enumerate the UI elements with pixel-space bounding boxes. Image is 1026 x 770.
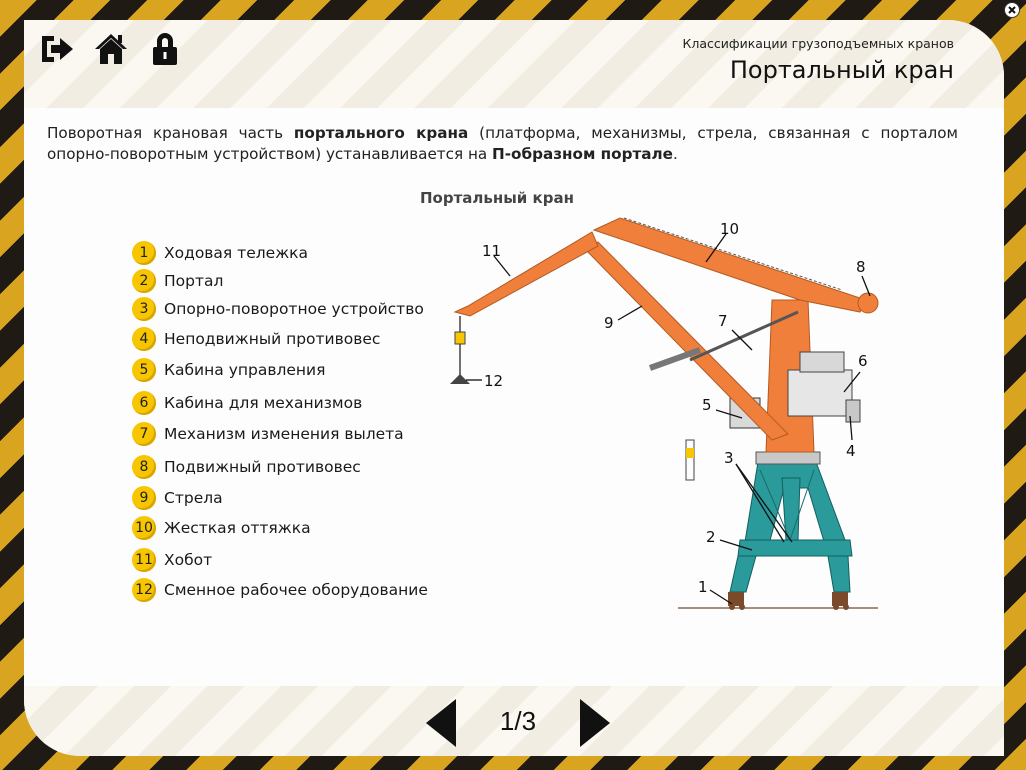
spare-grab xyxy=(686,440,694,480)
close-icon[interactable] xyxy=(1004,2,1020,18)
hook-assembly xyxy=(450,316,470,384)
legend-item xyxy=(132,548,212,572)
callout-number: 10 xyxy=(720,220,740,238)
legend-number-badge: 4 xyxy=(132,327,156,351)
callout-number: 2 xyxy=(706,528,716,546)
legend-item xyxy=(132,241,308,265)
legend-item xyxy=(132,327,380,351)
callout-number: 11 xyxy=(482,242,502,260)
callout-number: 1 xyxy=(698,578,708,596)
callout-number: 4 xyxy=(846,442,856,460)
legend-label: Сменное рабочее оборудование xyxy=(164,581,428,599)
legend-number-badge: 2 xyxy=(132,269,156,293)
legend-item xyxy=(132,455,361,479)
page-title: Портальный кран xyxy=(729,56,954,84)
intro-paragraph xyxy=(47,123,958,165)
legend-number-badge: 6 xyxy=(132,391,156,415)
jib xyxy=(455,232,598,316)
legend-item xyxy=(132,358,325,382)
home-icon[interactable] xyxy=(92,30,130,68)
exit-icon[interactable] xyxy=(38,30,76,68)
callout-number: 6 xyxy=(858,352,868,370)
next-page-button[interactable] xyxy=(578,698,612,752)
callout-number: 3 xyxy=(724,449,734,467)
intro-text: (платформа, механизмы, стрела, связанная с порталом опорно-поворотным устройством) устанавливается на xyxy=(47,124,958,163)
legend-item xyxy=(132,516,311,540)
callout-number: 7 xyxy=(718,312,728,330)
callout-number: 8 xyxy=(856,258,866,276)
legend-item xyxy=(132,486,223,510)
legend-label: Кабина управления xyxy=(164,361,326,379)
movable-counterweight xyxy=(858,293,878,313)
legend-number-badge: 5 xyxy=(132,358,156,382)
legend-number-badge: 11 xyxy=(132,548,156,572)
intro-emphasis: портального крана xyxy=(293,124,469,142)
lock-icon[interactable] xyxy=(146,30,184,68)
legend-label: Портал xyxy=(164,272,224,290)
legend-item xyxy=(132,269,223,293)
legend-number-badge: 8 xyxy=(132,455,156,479)
page-indicator: 1/3 xyxy=(499,706,537,736)
slewing-ring xyxy=(756,452,820,464)
legend-label: Кабина для механизмов xyxy=(164,394,363,412)
prev-page-button[interactable] xyxy=(424,698,458,752)
legend-number-badge: 9 xyxy=(132,486,156,510)
section-subtitle: Классификации грузоподъемных кранов xyxy=(682,36,954,51)
callout-number: 5 xyxy=(702,396,712,414)
legend-number-badge: 12 xyxy=(132,578,156,602)
legend-label: Подвижный противовес xyxy=(164,458,361,476)
intro-text: Поворотная крановая часть xyxy=(47,124,294,142)
legend-item xyxy=(132,391,362,415)
legend-number-badge: 1 xyxy=(132,241,156,265)
legend-item xyxy=(132,578,428,602)
legend-number-badge: 10 xyxy=(132,516,156,540)
intro-text: . xyxy=(672,145,678,163)
callout-number: 9 xyxy=(604,314,614,332)
portal-crane-illustration xyxy=(440,212,900,616)
legend-item xyxy=(132,422,404,446)
legend-number-badge: 7 xyxy=(132,422,156,446)
legend-label: Стрела xyxy=(164,489,223,507)
legend-label: Неподвижный противовес xyxy=(164,330,381,348)
intro-emphasis: П-образном портале xyxy=(492,145,673,163)
legend-item xyxy=(132,297,424,321)
legend-label: Ходовая тележка xyxy=(164,244,309,262)
legend-label: Хобот xyxy=(164,551,213,569)
diagram-title: Портальный кран xyxy=(420,189,574,207)
callout-number: 12 xyxy=(484,372,504,390)
legend-label: Жесткая оттяжка xyxy=(164,519,311,537)
legend-number-badge: 3 xyxy=(132,297,156,321)
legend-label: Механизм изменения вылета xyxy=(164,425,404,443)
legend-label: Опорно-поворотное устройство xyxy=(164,300,424,318)
